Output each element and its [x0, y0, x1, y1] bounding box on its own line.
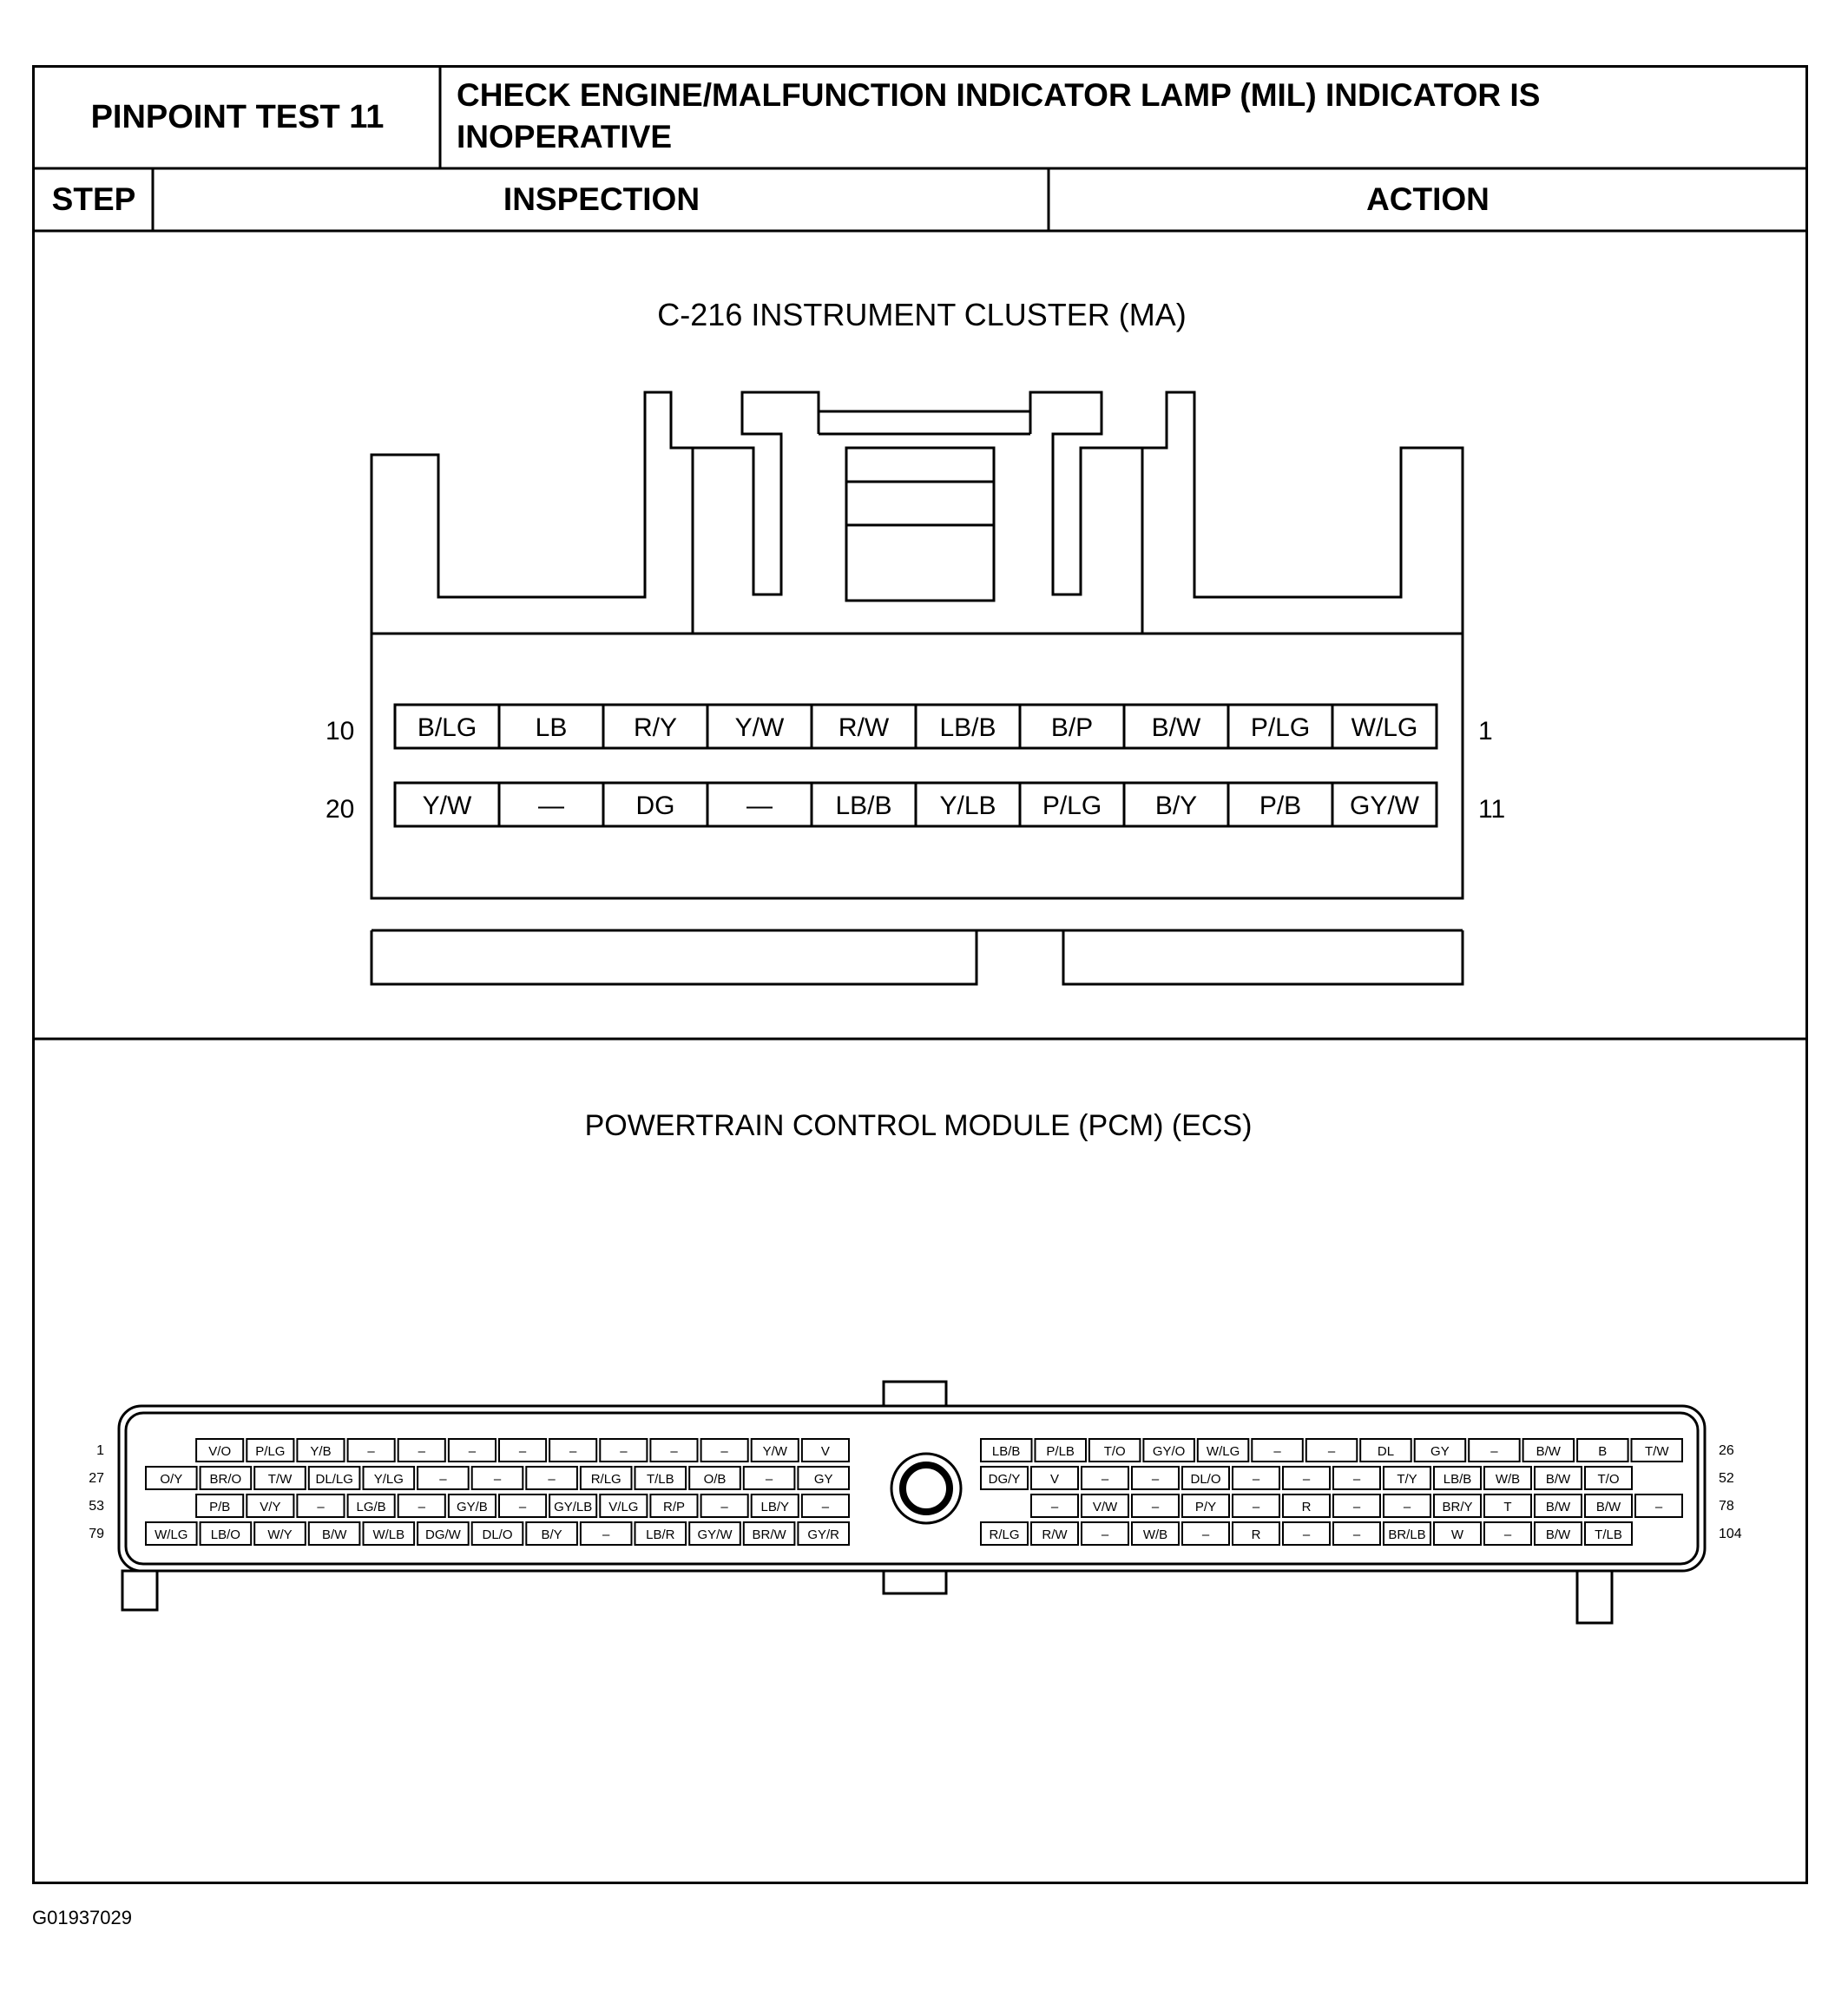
cluster-pin-label: B/P: [1050, 713, 1094, 742]
pcm-pin-label: T: [1503, 1500, 1512, 1514]
cluster-row2-left-number: 20: [326, 795, 355, 824]
pcm-pin-label: V/W: [1092, 1500, 1118, 1514]
figure-code: G01937029: [32, 1907, 132, 1928]
cluster-pin-label: —: [746, 792, 773, 820]
pcm-pin-label: –: [1490, 1444, 1498, 1459]
pcm-pin-label: –: [569, 1444, 577, 1459]
pcm-pin-label: T/O: [1103, 1444, 1126, 1459]
cluster-pin-label: B/Y: [1154, 792, 1198, 820]
pcm-pin-label: –: [1252, 1500, 1260, 1514]
pcm-pin-label: R: [1251, 1527, 1261, 1542]
pcm-pin-label: W/B: [1495, 1472, 1521, 1487]
pcm-pin-label: T/W: [267, 1472, 293, 1487]
pcm-pin-label: LB/B: [991, 1444, 1021, 1459]
pcm-pin-label: –: [1273, 1444, 1281, 1459]
pcm-pin-label: V/O: [208, 1444, 232, 1459]
cluster-pin-label: DG: [635, 792, 675, 820]
cluster-pin-grid: [395, 705, 1437, 826]
pcm-pin-label: B/W: [1545, 1527, 1571, 1542]
pcm-pin-label: –: [493, 1472, 502, 1487]
pcm-pin-label: –: [468, 1444, 477, 1459]
pcm-pin-label: –: [670, 1444, 678, 1459]
pcm-row-number-left: 53: [89, 1499, 104, 1514]
pcm-pin-label: –: [720, 1444, 728, 1459]
pcm-pin-label: GY/B: [456, 1500, 488, 1514]
pcm-pin-label: –: [821, 1500, 830, 1514]
pcm-pin-label: –: [765, 1472, 773, 1487]
pcm-pin-label: R/LG: [590, 1472, 621, 1487]
pcm-pin-label: T/LB: [646, 1472, 674, 1487]
pcm-row-number-right: 104: [1719, 1527, 1742, 1541]
pcm-pin-label: DG/Y: [988, 1472, 1021, 1487]
pcm-pin-label: BR/LB: [1388, 1527, 1426, 1542]
pcm-pin-label: DL/LG: [315, 1472, 353, 1487]
pcm-pin-label: P/LG: [255, 1444, 286, 1459]
pcm-pin-label: –: [1302, 1527, 1311, 1542]
pcm-pin-label: –: [1654, 1500, 1663, 1514]
pcm-pin-label: –: [620, 1444, 628, 1459]
cluster-pin-label: LB: [535, 713, 568, 742]
pcm-pin-label: W/LG: [155, 1527, 188, 1542]
pcm-pin-label: B/W: [322, 1527, 347, 1542]
pcm-pin-label: O/B: [703, 1472, 727, 1487]
pcm-pin-label: –: [1352, 1472, 1361, 1487]
pcm-pin-label: BR/O: [209, 1472, 242, 1487]
pcm-pin-label: B/Y: [541, 1527, 562, 1542]
cluster-row1-left-number: 10: [326, 717, 355, 746]
pcm-pin-label: –: [439, 1472, 447, 1487]
pcm-pin-label: B/W: [1545, 1500, 1571, 1514]
pcm-pin-label: W: [1450, 1527, 1464, 1542]
pcm-row-number-left: 79: [89, 1527, 104, 1541]
column-action: ACTION: [1366, 181, 1490, 217]
cluster-pin-label: P/LG: [1042, 792, 1102, 820]
header-grid: [32, 65, 1808, 1039]
pcm-pin-label: V/Y: [260, 1500, 281, 1514]
pcm-pin-label: –: [602, 1527, 610, 1542]
pcm-pin-label: –: [1352, 1500, 1361, 1514]
pcm-pin-label: DL/O: [482, 1527, 513, 1542]
column-inspection: INSPECTION: [503, 181, 700, 217]
test-title-line1: CHECK ENGINE/MALFUNCTION INDICATOR LAMP (MIL) INDICATOR IS: [457, 77, 1541, 113]
pcm-row-number-left: 1: [96, 1443, 104, 1458]
pcm-pin-label: DL/O: [1190, 1472, 1221, 1487]
pcm-pin-label: –: [1050, 1500, 1059, 1514]
pcm-pin-label: –: [1101, 1527, 1109, 1542]
pcm-pin-label: GY/W: [697, 1527, 733, 1542]
pcm-pin-label: BR/W: [752, 1527, 786, 1542]
pcm-pin-label: LG/B: [356, 1500, 386, 1514]
cluster-pin-label: R/W: [838, 713, 890, 742]
pcm-pin-label: LB/R: [646, 1527, 675, 1542]
cluster-pin-label: B/W: [1151, 713, 1201, 742]
pcm-pin-label: B/W: [1536, 1444, 1561, 1459]
pcm-pin-label: –: [1352, 1527, 1361, 1542]
pcm-pin-label: –: [1201, 1527, 1210, 1542]
cluster-pin-label: Y/W: [734, 713, 785, 742]
pcm-pin-label: P/LB: [1046, 1444, 1075, 1459]
pcm-pin-label: B/W: [1545, 1472, 1571, 1487]
cluster-pin-label: Y/LB: [939, 792, 996, 820]
pcm-pin-label: GY: [813, 1472, 833, 1487]
pcm-pin-label: –: [1302, 1472, 1311, 1487]
pcm-row-number-right: 52: [1719, 1471, 1734, 1486]
pcm-pin-label: –: [418, 1500, 425, 1514]
pcm-pin-label: –: [418, 1444, 425, 1459]
pcm-pin-label: B: [1598, 1444, 1608, 1459]
pcm-pin-label: Y/LG: [373, 1472, 404, 1487]
cluster-pin-label: P/LG: [1250, 713, 1311, 742]
pcm-pin-label: B/W: [1595, 1500, 1621, 1514]
pcm-pin-label: –: [548, 1472, 556, 1487]
cluster-connector-housing: [372, 392, 1463, 984]
pcm-pin-label: –: [317, 1500, 325, 1514]
pcm-pin-label: R: [1301, 1500, 1312, 1514]
pcm-pin-label: V: [1049, 1472, 1060, 1487]
test-title-line2: INOPERATIVE: [457, 119, 673, 154]
pcm-pin-label: W/Y: [267, 1527, 293, 1542]
pcm-pin-label: BR/Y: [1442, 1500, 1473, 1514]
pcm-pin-label: T/O: [1597, 1472, 1620, 1487]
pcm-pin-label: O/Y: [160, 1472, 183, 1487]
pcm-pin-label: V/LG: [608, 1500, 639, 1514]
cluster-pin-label: GY/W: [1350, 792, 1419, 820]
cluster-pin-label: LB/B: [939, 713, 996, 742]
pcm-pin-label: DL: [1377, 1444, 1395, 1459]
pcm-pin-label: –: [1327, 1444, 1336, 1459]
pcm-pin-label: GY/O: [1152, 1444, 1186, 1459]
pcm-pin-label: GY/R: [807, 1527, 840, 1542]
pcm-pin-label: Y/W: [762, 1444, 787, 1459]
pcm-pin-label: P/B: [209, 1500, 231, 1514]
pcm-pin-label: V: [820, 1444, 830, 1459]
pcm-pin-label: –: [1503, 1527, 1512, 1542]
pcm-pin-label: Y/B: [310, 1444, 332, 1459]
pcm-pin-label: LB/O: [210, 1527, 240, 1542]
pcm-pin-label: –: [367, 1444, 375, 1459]
pcm-pin-label: –: [1151, 1500, 1160, 1514]
pcm-pin-label: T/LB: [1595, 1527, 1622, 1542]
pcm-pin-label: W/LG: [1206, 1444, 1240, 1459]
pcm-row-number-right: 78: [1719, 1499, 1734, 1514]
cluster-pin-label: B/LG: [417, 713, 477, 742]
pcm-pin-label: LB/B: [1443, 1472, 1472, 1487]
pcm-pin-label: –: [720, 1500, 728, 1514]
cluster-pin-label: —: [538, 792, 564, 820]
cluster-row2-right-number: 11: [1478, 795, 1506, 824]
pcm-title: POWERTRAIN CONTROL MODULE (PCM) (ECS): [584, 1109, 1253, 1142]
pcm-pin-label: W/B: [1142, 1527, 1168, 1542]
cluster-pin-label: R/Y: [633, 713, 678, 742]
pcm-pin-label: –: [518, 1500, 527, 1514]
pcm-pin-label: T/W: [1645, 1444, 1669, 1459]
pcm-row-number-left: 27: [89, 1471, 104, 1486]
cluster-pin-label: W/LG: [1351, 713, 1418, 742]
pcm-row-number-right: 26: [1719, 1443, 1734, 1458]
pcm-pin-label: T/Y: [1397, 1472, 1417, 1487]
pcm-pin-label: –: [1252, 1472, 1260, 1487]
pcm-pin-label: R/LG: [989, 1527, 1020, 1542]
cluster-title: C-216 INSTRUMENT CLUSTER (MA): [657, 297, 1187, 332]
pcm-pin-label: –: [1151, 1472, 1160, 1487]
pcm-pin-label: R/P: [662, 1500, 686, 1514]
pcm-pin-label: DG/W: [424, 1527, 461, 1542]
test-label: PINPOINT TEST 11: [90, 99, 385, 135]
cluster-row1-right-number: 1: [1478, 717, 1493, 746]
cluster-pin-label: P/B: [1259, 792, 1302, 820]
pcm-pin-label: W/LB: [372, 1527, 405, 1542]
pcm-pin-label: R/W: [1042, 1527, 1068, 1542]
pcm-pin-label: P/Y: [1194, 1500, 1217, 1514]
cluster-pin-label: LB/B: [835, 792, 892, 820]
column-step: STEP: [51, 181, 136, 217]
pcm-pin-label: GY/LB: [554, 1500, 593, 1514]
pcm-pin-label: GY: [1430, 1444, 1450, 1459]
pcm-pin-label: –: [1403, 1500, 1411, 1514]
pcm-pin-label: –: [1101, 1472, 1109, 1487]
cluster-pin-label: Y/W: [422, 792, 472, 820]
pcm-pin-label: –: [518, 1444, 527, 1459]
pcm-pin-label: LB/Y: [760, 1500, 790, 1514]
